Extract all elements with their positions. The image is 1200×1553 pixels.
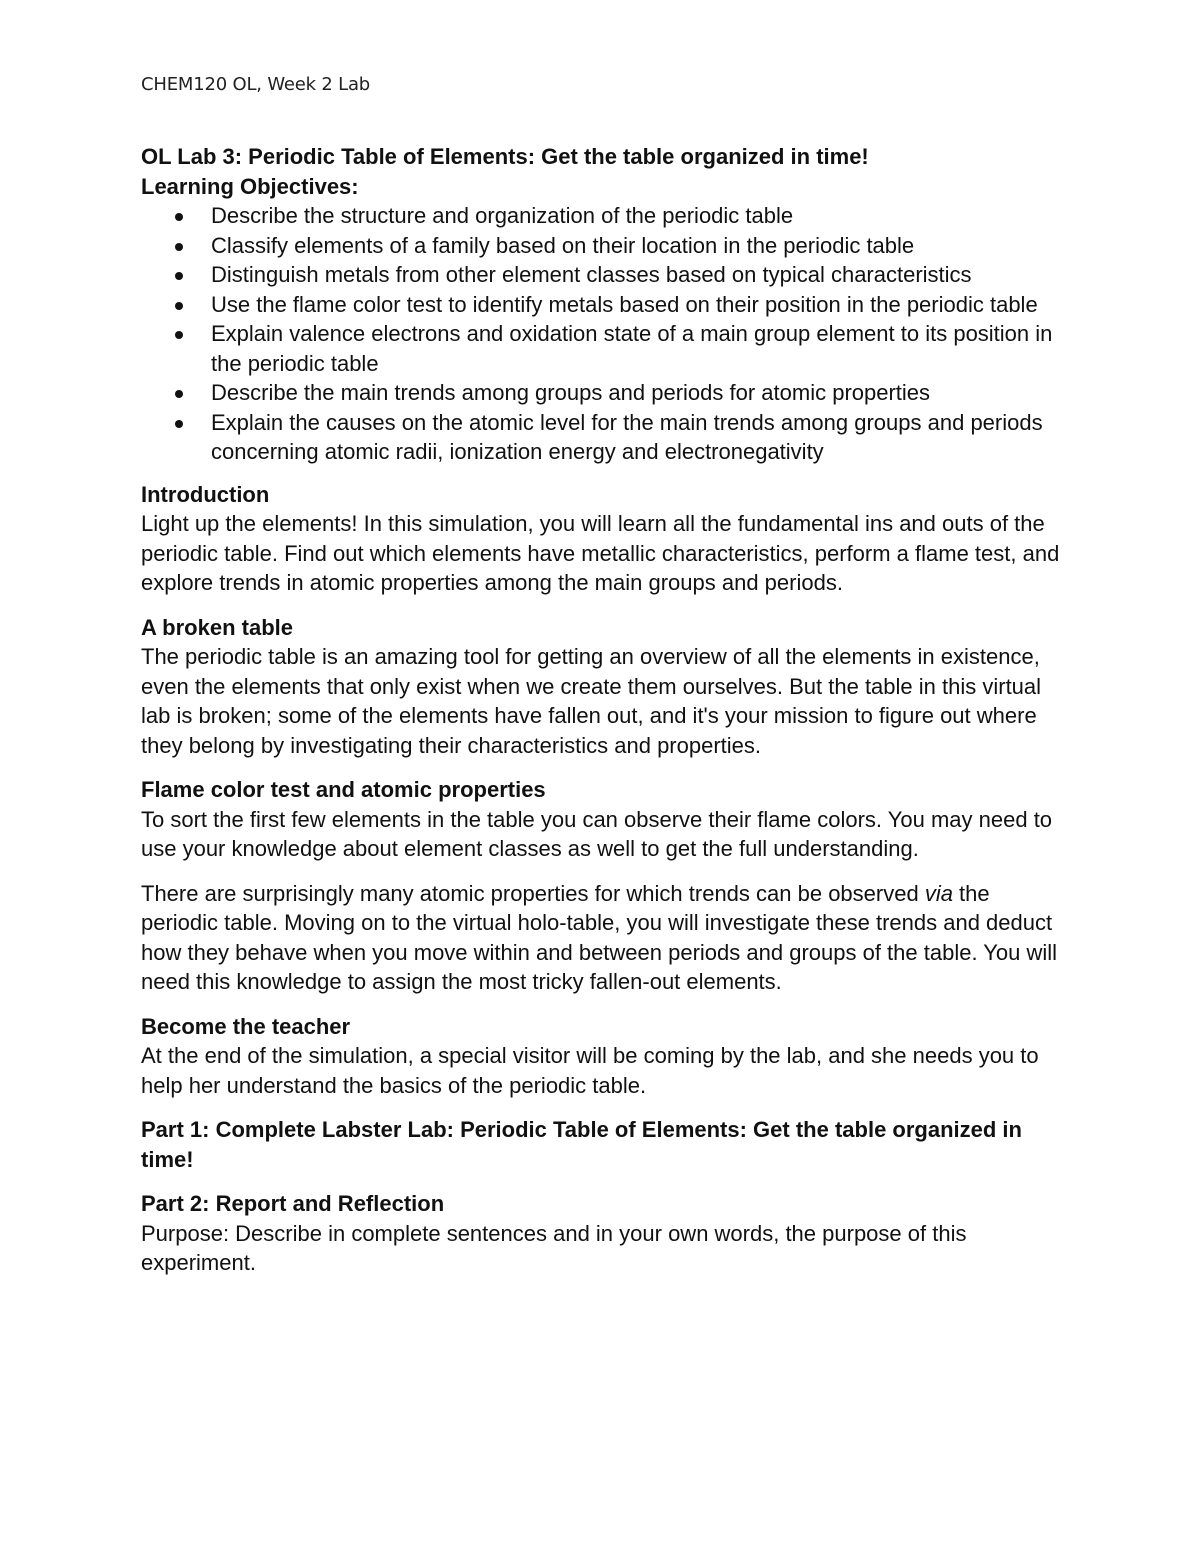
objective-text: Explain valence electrons and oxidation state of a main group element to its position in the periodic table [211, 321, 1053, 376]
objective-item [141, 378, 1071, 408]
atomic-properties-text-end: the periodic table. Moving on to the virtual holo-table, you will investigate these trends and deduct how they behave when you move within and between periods and groups of the table. You will need this knowledge to assign the most tricky fallen-out elements. [141, 880, 1058, 994]
introduction-text: Light up the elements! In this simulation, you will learn all the fundamental ins and outs of the periodic table. Find out which elements have metallic characteristics, perform a flame test, and explore trends in atomic properties among the main groups and periods. [141, 511, 1060, 595]
objective-item [141, 319, 1071, 378]
objective-text: Describe the structure and organization of the periodic table [211, 203, 794, 228]
bullet-icon [175, 331, 183, 339]
broken-table-section [141, 613, 1071, 761]
document-body [141, 142, 1071, 1293]
bullet-icon [175, 302, 183, 310]
teacher-section [141, 1012, 1071, 1101]
bullet-icon [175, 213, 183, 221]
objective-item [141, 201, 1071, 231]
atomic-properties-italic: via [924, 880, 953, 906]
broken-table-heading: A broken table [141, 614, 293, 640]
flame-test-heading: Flame color test and atomic properties [141, 777, 546, 802]
bullet-icon [175, 272, 183, 280]
running-header: CHEM120 OL, Week 2 Lab [141, 74, 371, 95]
part2-heading: Part 2: Report and Reflection [141, 1191, 445, 1216]
introduction-heading: Introduction [141, 481, 270, 507]
flame-test-section [141, 775, 1071, 997]
bullet-icon [175, 390, 183, 398]
objective-text: Explain the causes on the atomic level for the main trends among groups and periods concerning atomic radii, ionization energy and electronegativity [211, 409, 1043, 464]
atomic-properties-text [141, 879, 1071, 997]
objective-item [141, 260, 1071, 290]
part2-text: Purpose: Describe in complete sentences and in your own words, the purpose of this experiment. [141, 1220, 967, 1275]
part2-section [141, 1189, 1071, 1278]
objective-item [141, 231, 1071, 261]
objectives-list [141, 201, 1071, 467]
part1-heading: Part 1: Complete Labster Lab: Periodic Table of Elements: Get the table organized in time! [141, 1117, 1022, 1172]
part1-section [141, 1115, 1071, 1174]
introduction-section [141, 480, 1071, 598]
objective-text: Use the flame color test to identify metals based on their position in the periodic table [211, 291, 1038, 317]
bullet-icon [175, 243, 183, 251]
teacher-heading: Become the teacher [141, 1013, 351, 1039]
objective-item [141, 408, 1071, 467]
broken-table-text: The periodic table is an amazing tool for getting an overview of all the elements in existence, even the elements that only exist when we create them ourselves. But the table in this virtual lab is broken; some of the elements have fallen out, and it's your mission to figure out where they belong by investigating their characteristics and properties. [141, 644, 1042, 758]
atomic-properties-text-start: There are surprisingly many atomic properties for which trends can be observed [141, 880, 925, 906]
document-title: OL Lab 3: Periodic Table of Elements: Get the table organized in time! [141, 144, 869, 169]
objective-text: Describe the main trends among groups and periods for atomic properties [211, 380, 931, 405]
objective-item [141, 290, 1071, 320]
teacher-text: At the end of the simulation, a special visitor will be coming by the lab, and she needs you to help her understand the basics of the periodic table. [141, 1043, 1039, 1098]
objective-text: Distinguish metals from other element classes based on typical characteristics [211, 262, 972, 287]
objectives-heading: Learning Objectives: [141, 173, 359, 199]
flame-test-text: To sort the first few elements in the table you can observe their flame colors. You may need to use your knowledge about element classes as well to get the full understanding. [141, 806, 1053, 861]
bullet-icon [175, 420, 183, 428]
objective-text: Classify elements of a family based on their location in the periodic table [211, 232, 915, 258]
